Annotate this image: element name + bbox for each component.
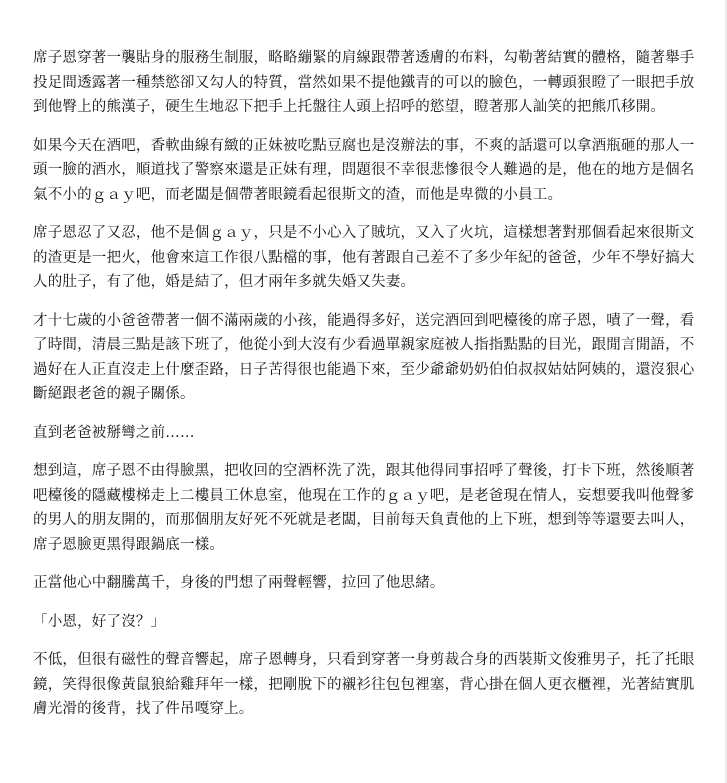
paragraph: 席子恩穿著一襲貼身的服務生制服，略略繃緊的肩線跟帶著透膚的布料，勾勒著結實的體格，隨著舉手投足間透露著一種禁慾卻又勾人的特質，當然如果不提他鐵青的可以的臉色，一轉頭狠瞪了一眼把手放到他臀上的熊漢子，硬生生地忍下把手上托盤往人頭上招呼的慾望，瞪著那人訕笑的把熊爪移開。 [33, 50, 695, 115]
paragraph: 不低，但很有磁性的聲音響起，席子恩轉身，只看到穿著一身剪裁合身的西裝斯文俊雅男子，托了托眼鏡，笑得很像黃鼠狼給雞拜年一樣，把剛脫下的襯衫往包包裡塞，背心掛在個人更衣櫃裡，光著結實肌膚光滑的後背，找了件吊嘎穿上。 [33, 652, 695, 717]
story-text [33, 46, 697, 736]
paragraph: 「小恩，好了沒？」 [33, 613, 166, 630]
paragraph: 直到老爸被掰彎之前…… [33, 424, 195, 441]
paragraph: 想到這，席子恩不由得臉黑，把收回的空酒杯洗了洗，跟其他得同事招呼了聲後，打卡下班，然後順著吧檯後的隱藏樓梯走上二樓員工休息室，他現在工作的ｇａｙ吧，是老爸現在情人，妄想要我叫他聲爹的男人的朋友開的，而那個朋友好死不死就是老闆，目前每天負責他的上下班，想到等等還要去叫人，席子恩臉更黑得跟鍋底一樣。 [33, 463, 695, 553]
paragraph: 正當他心中翻騰萬千，身後的門想了兩聲輕響，拉回了他思緒。 [33, 575, 445, 591]
paragraph: 席子恩忍了又忍，他不是個ｇａｙ，只是不小心入了賊坑，又入了火坑，這樣想著對那個看起來很斯文的渣更是一把火，他會來這工作很八點檔的事，他有著跟自己差不了多少年紀的爸爸，少年不學好搞大人的肚子，有了他，婚是結了，但才兩年多就失婚又失妻。 [33, 225, 695, 290]
paragraph: 才十七歲的小爸爸帶著一個不滿兩歲的小孩，能過得多好，送完酒回到吧檯後的席子恩，嘖了一聲，看了時間，清晨三點是該下班了，他從小到大沒有少看過單親家庭被人指指點點的目光，跟閒言閒語，不過好在人正直沒走上什麼歪路，日子苦得很也能過下來，至少爺爺奶奶伯伯叔叔姑姑阿姨的，還沒狠心斷絕跟老爸的親子關係。 [33, 312, 695, 402]
paragraph: 如果今天在酒吧，香軟曲線有緻的正妹被吃點豆腐也是沒辦法的事，不爽的話還可以拿酒瓶砸的那人一頭一臉的酒水，順道找了警察來還是正妹有理，問題很不幸很悲慘很令人難過的是，他在的地方是個名氣不小的ｇａｙ吧，而老闆是個帶著眼鏡看起很斯文的渣，而他是卑微的小員工。 [33, 137, 695, 203]
